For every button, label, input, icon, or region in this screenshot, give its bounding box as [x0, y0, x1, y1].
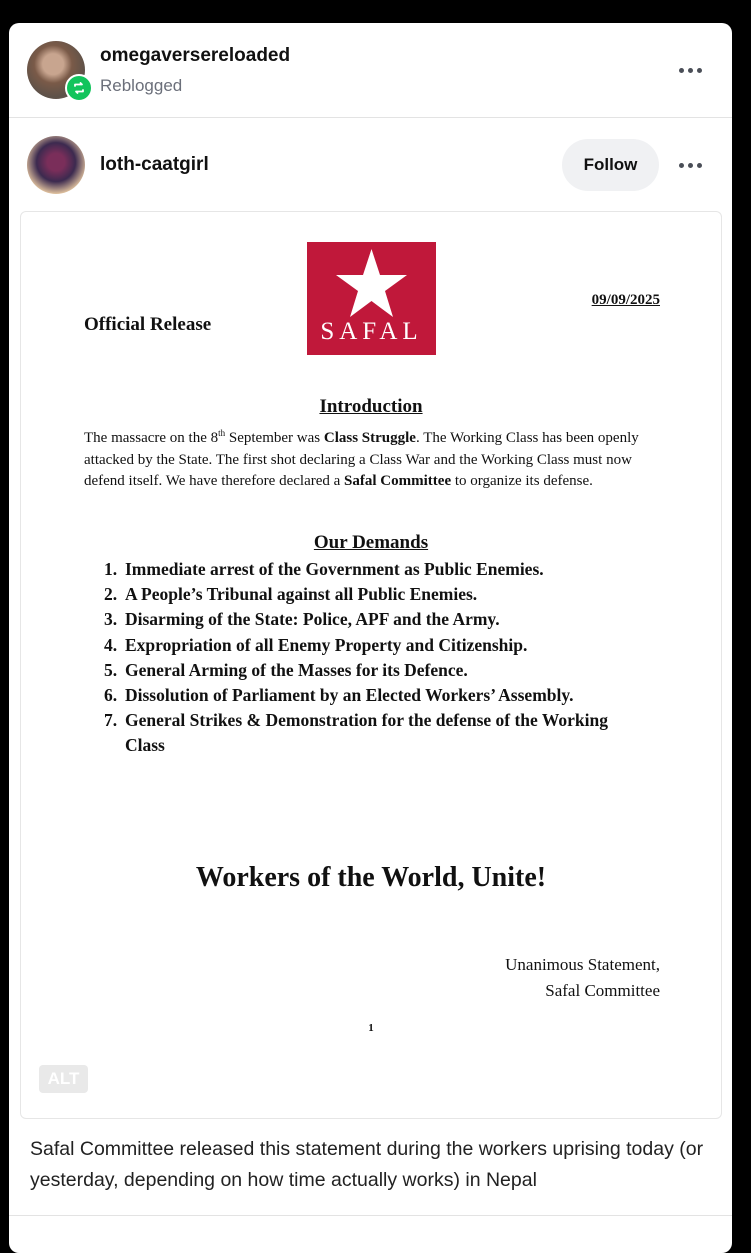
demand-item: 7. General Strikes & Demonstration for the defense of the Working Class — [104, 710, 608, 756]
post-card — [9, 23, 732, 1253]
intro-heading: Introduction — [319, 396, 423, 417]
post-options-icon[interactable] — [675, 150, 705, 180]
intro-paragraph: The massacre on the 8th September was Class Struggle. The Working Class has been openly attacked by the State. The first shot declaring a Class War and the Working Class must now defend itself. We have therefore declared a Safal Committee to organize its defense. — [84, 428, 639, 489]
follow-button[interactable]: Follow — [562, 139, 659, 191]
reblog-header — [9, 23, 732, 118]
safal-logo — [307, 242, 436, 355]
official-release-label: Official Release — [84, 314, 212, 335]
demand-item: 6. Dissolution of Parliament by an Elected Workers’ Assembly. — [104, 685, 574, 706]
star-icon — [307, 242, 436, 322]
logo-text: SAFAL — [320, 318, 423, 345]
signature-line-1: Unanimous Statement, — [505, 955, 660, 974]
release-date: 09/09/2025 — [591, 292, 660, 308]
reblogger-username[interactable]: omegaversereloaded — [100, 45, 291, 66]
demand-item: 3. Disarming of the State: Police, APF and the Army. — [104, 609, 500, 630]
reblog-icon — [65, 74, 93, 102]
divider — [9, 1215, 732, 1216]
signature-line-2: Safal Committee — [545, 981, 660, 1000]
signature — [505, 952, 660, 1004]
demand-item: 4. Expropriation of all Enemy Property and Citizenship. — [104, 634, 528, 655]
post-caption: Safal Committee released this statement during the workers uprising today (or yesterday, depending on how time actually works) in Nepal — [30, 1138, 704, 1191]
demand-item: 5. General Arming of the Masses for its Defence. — [104, 659, 468, 680]
post-image[interactable] — [20, 211, 722, 1119]
demands-list — [104, 557, 645, 759]
demands-heading: Our Demands — [313, 532, 429, 553]
author-username[interactable]: loth-caatgirl — [100, 154, 209, 175]
more-options-icon[interactable] — [675, 55, 705, 85]
alt-text-button[interactable]: ALT — [39, 1065, 88, 1093]
page-number: 1 — [368, 1022, 374, 1034]
slogan: Workers of the World, Unite! — [195, 862, 547, 893]
reblogged-label: Reblogged — [100, 76, 183, 95]
demand-item: 2. A People’s Tribunal against all Public Enemies. — [104, 584, 478, 605]
author-avatar[interactable] — [27, 136, 85, 194]
demand-item: 1. Immediate arrest of the Government as Public Enemies. — [104, 559, 544, 579]
